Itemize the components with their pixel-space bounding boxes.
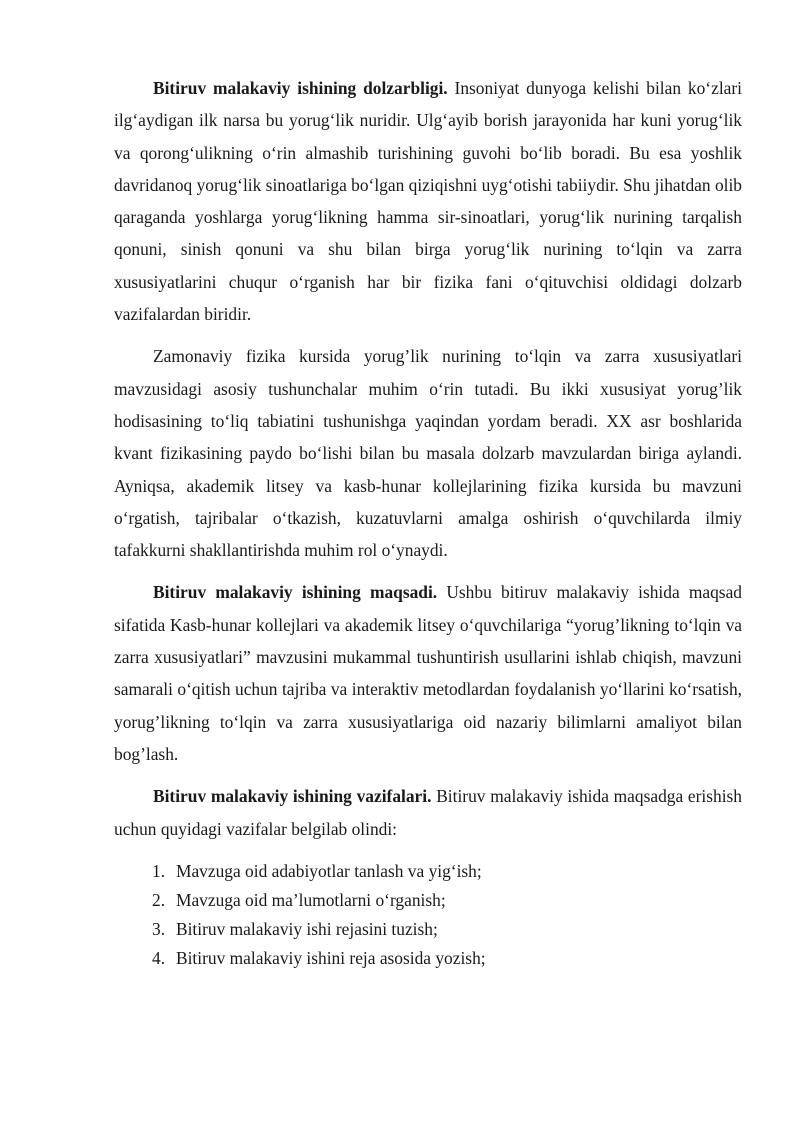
list-item-number: 1. <box>152 860 166 881</box>
list-item <box>152 886 742 915</box>
text-tasks: Bitiruv malakaviy ishida maqsadga erishish uchun quyidagi vazifalar belgilab olindi: <box>114 786 743 839</box>
list-item-text: Mavzuga oid adabiyotlar tanlash va yig‘ish; <box>176 860 482 881</box>
list-item-text: Bitiruv malakaviy ishi rejasini tuzish; <box>176 918 438 939</box>
text-modern-physics: Zamonaviy fizika kursida yorug’lik nurining to‘lqin va zarra xususiyatlari mavzusidagi asosiy tushunchalar muhim o‘rin tutadi. Bu ikki xususiyat yorug’lik hodisasining to‘liq tabiatini tushunishga yaqindan yordam beradi. XX asr boshlarida kvant fizikasining paydo bo‘lishi bilan bu masala dolzarb mavzulardan biriga aylandi. Ayniqsa, akademik litsey va kasb-hunar kollejlarining fizika kursida bu mavzuni o‘rgatish, tajribalar o‘tkazish, kuzatuvlarni amalga oshirish o‘quvchilarda ilmiy tafakkurni shakllantirishda muhim rol o‘ynaydi. <box>114 346 742 561</box>
task-list <box>114 857 742 973</box>
list-item <box>152 857 742 886</box>
text-goal: Ushbu bitiruv malakaviy ishida maqsad sifatida Kasb-hunar kollejlari va akademik litsey o‘quvchilariga “yorug’likning to‘lqin va zarra xususiyatlari” mavzusini mukammal tushuntirish usullarini ishlab chiqish, mavzuni samarali o‘qitish uchun tajriba va interaktiv metodlardan foydalanish yo‘llarini ko‘rsatish, yorug’likning to‘lqin va zarra xususiyatlariga oid nazariy bilimlarni amaliyot bilan bog’lash. <box>114 582 742 764</box>
paragraph-modern-physics <box>114 340 742 566</box>
heading-relevance: Bitiruv malakaviy ishining dolzarbligi. <box>153 78 448 98</box>
paragraph-relevance <box>114 72 742 330</box>
paragraph-tasks <box>114 780 742 845</box>
heading-goal: Bitiruv malakaviy ishining maqsadi. <box>153 582 438 603</box>
list-item-number: 4. <box>152 947 166 968</box>
list-item-number: 2. <box>152 889 166 910</box>
list-item <box>152 944 742 973</box>
paragraph-goal <box>114 576 742 770</box>
list-item-text: Bitiruv malakaviy ishini reja asosida yozish; <box>176 947 486 968</box>
list-item-text: Mavzuga oid ma’lumotlarni o‘rganish; <box>176 889 446 910</box>
list-item <box>152 915 742 944</box>
document-page <box>114 72 742 973</box>
heading-tasks: Bitiruv malakaviy ishining vazifalari. <box>153 786 432 807</box>
list-item-number: 3. <box>152 918 166 939</box>
text-relevance: Insoniyat dunyoga kelishi bilan ko‘zlari ilg‘aydigan ilk narsa bu yorug‘lik nuridir. Ulg‘ayib borish jarayonida har kuni yorug‘lik va qorong‘ulikning o‘rin almashib turishining guvohi bo‘lib boradi. Bu esa yoshlik davridanoq yorug‘lik sinoatlariga bo‘lgan qiziqishni uyg‘otishi tabiiydir. Shu jihatdan olib qaraganda yoshlarga yorug‘likning hamma sir-sinoatlari, yorug‘lik nurining tarqalish qonuni, sinish qonuni va shu bilan birga yorug‘lik nurining to‘lqin va zarra xususiyatlarini chuqur o‘rganish har bir fizika fani o‘qituvchisi oldidagi dolzarb vazifalardan biridir. <box>114 78 742 325</box>
